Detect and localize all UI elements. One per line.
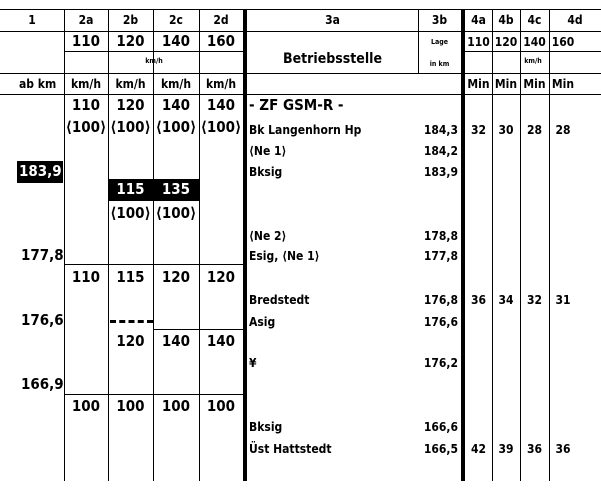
speed-b1-paren-2c: ⟨100⟩ bbox=[155, 118, 197, 136]
header-col4c: 4c bbox=[527, 13, 542, 27]
km-mark-3: 176,6 bbox=[21, 311, 64, 329]
station-km: 176,2 bbox=[423, 356, 458, 370]
header-min-4a: Min bbox=[467, 77, 490, 91]
station-time-4c: 32 bbox=[526, 293, 543, 307]
header-speed-2c: 140 bbox=[161, 32, 191, 50]
station-time-4c: 28 bbox=[526, 123, 543, 137]
speed-block-sep-1 bbox=[64, 264, 244, 265]
header-col2b: 2b bbox=[122, 13, 139, 27]
station-km: 184,3 bbox=[423, 123, 458, 137]
header-kmh-2a: km/h bbox=[70, 77, 102, 91]
station-km: 176,8 bbox=[423, 293, 458, 307]
header-col4d: 4d bbox=[567, 13, 583, 27]
top-border bbox=[0, 9, 601, 10]
station-name: Asig bbox=[249, 315, 276, 329]
header-speed-2b: 120 bbox=[116, 32, 145, 50]
speed-b3-2a: 110 bbox=[71, 268, 101, 286]
speed-b4-2c: 140 bbox=[161, 332, 191, 350]
station-km: 178,8 bbox=[423, 229, 458, 243]
header-line-2 bbox=[0, 73, 601, 74]
km-mark-2: 177,8 bbox=[21, 246, 64, 264]
speed-b3-2b: 115 bbox=[116, 268, 145, 286]
station-time-4a: 32 bbox=[470, 123, 487, 137]
speed-b1-paren-2a: ⟨100⟩ bbox=[65, 118, 107, 136]
station-name: ⟨Ne 2⟩ bbox=[249, 229, 287, 243]
speed-b5-2c: 100 bbox=[161, 397, 191, 415]
vline-2d-thick bbox=[243, 9, 247, 481]
station-time-4a: 42 bbox=[470, 442, 487, 456]
header-speed-2d: 160 bbox=[206, 32, 236, 50]
header-col4b: 4b bbox=[498, 13, 514, 27]
speed-block-sep-2 bbox=[64, 394, 244, 395]
speed-b5-2b: 100 bbox=[116, 397, 145, 415]
header-kmh-left: km/h bbox=[145, 57, 163, 65]
station-name: Üst Hattstedt bbox=[249, 442, 332, 456]
station-time-4a: 36 bbox=[470, 293, 487, 307]
station-km: 177,8 bbox=[423, 249, 458, 263]
header-kmh-2c: km/h bbox=[160, 77, 192, 91]
station-name: - ZF GSM-R - bbox=[249, 96, 344, 114]
station-km: 166,6 bbox=[423, 420, 458, 434]
header-kmh-2d: km/h bbox=[205, 77, 237, 91]
speed-b5-2a: 100 bbox=[71, 397, 101, 415]
header-lage: Lage bbox=[430, 38, 449, 46]
header-speed4-c: 140 bbox=[523, 35, 546, 49]
speed-b1-paren-2d: ⟨100⟩ bbox=[200, 118, 242, 136]
station-km: 184,2 bbox=[423, 144, 458, 158]
station-km: 183,9 bbox=[423, 165, 458, 179]
station-name: Bk Langenhorn Hp bbox=[249, 123, 362, 137]
dashed-separator bbox=[110, 320, 153, 323]
header-speed4-b: 120 bbox=[494, 35, 518, 49]
station-time-4b: 30 bbox=[498, 123, 514, 137]
header-col1: 1 bbox=[28, 13, 36, 27]
header-min-4b: Min bbox=[494, 77, 518, 91]
header-col2a: 2a bbox=[78, 13, 94, 27]
header-speed-2a: 110 bbox=[71, 32, 101, 50]
header-kmh-2b: km/h bbox=[115, 77, 146, 91]
header-speed4-a: 110 bbox=[467, 35, 490, 49]
station-name: Bksig bbox=[249, 420, 283, 434]
station-name: Bksig bbox=[249, 165, 283, 179]
station-time-4d: 36 bbox=[555, 442, 571, 456]
header-kmh-right: km/h bbox=[524, 57, 542, 65]
speed-b4-2d: 140 bbox=[206, 332, 236, 350]
header-ab-km: ab km bbox=[19, 77, 57, 91]
kmh-sep-left bbox=[64, 51, 245, 52]
header-col4a: 4a bbox=[471, 13, 486, 27]
station-name: ¥ bbox=[249, 356, 257, 370]
header-col2c: 2c bbox=[169, 13, 183, 27]
station-km: 166,5 bbox=[423, 442, 458, 456]
header-min-4d: Min bbox=[551, 77, 575, 91]
station-time-4d: 31 bbox=[555, 293, 571, 307]
speed-b4-2b: 120 bbox=[116, 332, 145, 350]
speed-b1-2d: 140 bbox=[206, 96, 236, 114]
header-speed4-d: 160 bbox=[551, 35, 575, 49]
station-time-4b: 34 bbox=[498, 293, 514, 307]
kmh-sep-right bbox=[463, 51, 601, 52]
speed-b2-2c: 135 bbox=[161, 180, 191, 198]
station-time-4b: 39 bbox=[498, 442, 514, 456]
speed-b2-paren-2b: ⟨100⟩ bbox=[110, 204, 151, 222]
speed-b1-2a: 110 bbox=[71, 96, 101, 114]
km-mark-1: 183,9 bbox=[19, 162, 62, 180]
header-in-km: in km bbox=[429, 60, 450, 68]
station-time-4d: 28 bbox=[555, 123, 571, 137]
header-col3a: 3a bbox=[325, 13, 340, 27]
station-km: 176,6 bbox=[423, 315, 458, 329]
speed-block-sep-3 bbox=[153, 329, 244, 330]
speed-b3-2d: 120 bbox=[206, 268, 236, 286]
speed-b1-2c: 140 bbox=[161, 96, 191, 114]
header-col3b: 3b bbox=[431, 13, 448, 27]
station-name: Esig, ⟨Ne 1⟩ bbox=[249, 249, 320, 263]
station-name: ⟨Ne 1⟩ bbox=[249, 144, 287, 158]
speed-b1-2b: 120 bbox=[116, 96, 145, 114]
station-time-4c: 36 bbox=[526, 442, 543, 456]
km-mark-4: 166,9 bbox=[21, 375, 64, 393]
station-name: Bredstedt bbox=[249, 293, 310, 307]
speed-b1-paren-2b: ⟨100⟩ bbox=[110, 118, 151, 136]
speed-b2-2b: 115 bbox=[116, 180, 145, 198]
speed-b5-2d: 100 bbox=[206, 397, 236, 415]
header-min-4c: Min bbox=[523, 77, 546, 91]
speed-b3-2c: 120 bbox=[161, 268, 191, 286]
header-col2d: 2d bbox=[213, 13, 229, 27]
header-line-3 bbox=[0, 94, 601, 95]
header-betriebsstelle: Betriebsstelle bbox=[283, 51, 382, 67]
speed-b2-paren-2c: ⟨100⟩ bbox=[155, 204, 197, 222]
